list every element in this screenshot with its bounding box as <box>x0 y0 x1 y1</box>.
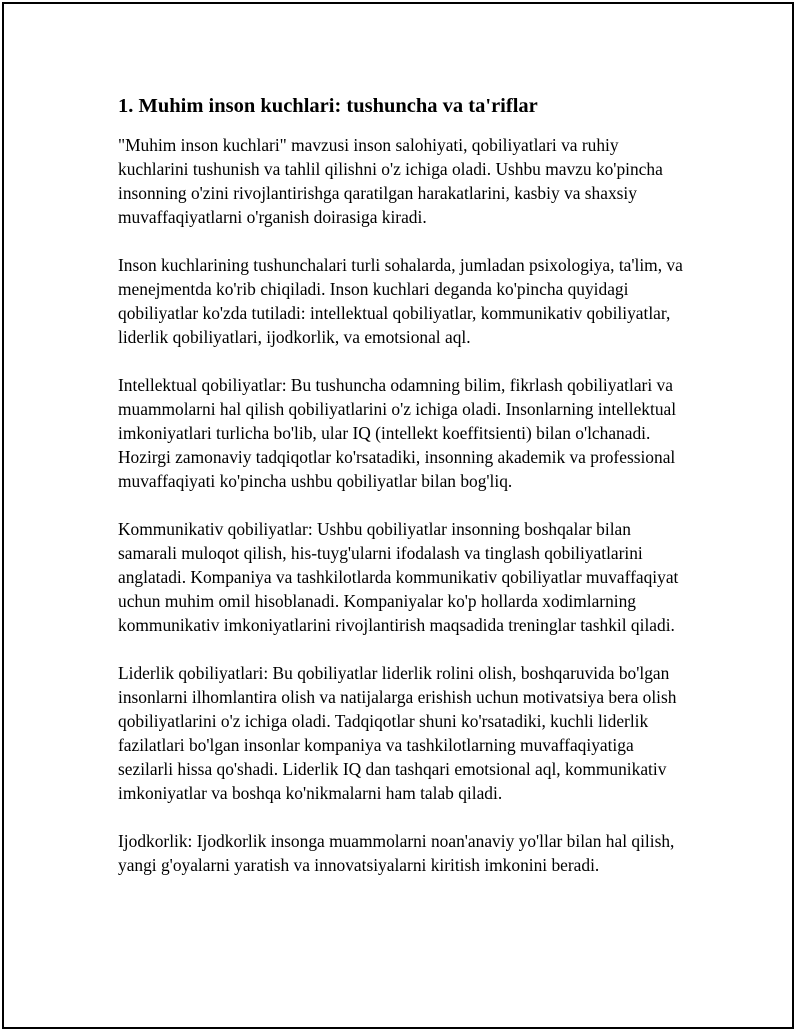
paragraph-concepts: Inson kuchlarining tushunchalari turli sohalarda, jumladan psixologiya, ta'lim, va menejmentda ko'rib chiqiladi. Inson kuchlari deganda ko'pincha quyidagi qobiliyatlar ko'zda tutiladi: intellektual qobiliyatlar, kommunikativ qobiliyatlar, liderlik qobiliyatlari, ijodkorlik, va emotsional aql. <box>118 255 683 347</box>
section-heading: 1. Muhim inson kuchlari: tushuncha va ta'riflar <box>118 95 538 117</box>
paragraph-leadership: Liderlik qobiliyatlari: Bu qobiliyatlar liderlik rolini olish, boshqaruvida bo'lgan insonlarni ilhomlantira olish va natijalarga erishish uchun motivatsiya bera olish qobiliyatlarini o'z ichiga oladi. Tadqiqotlar shuni ko'rsatadiki, kuchli liderlik fazilatlari bo'lgan insonlar kompaniya va tashkilotlarning muvaffaqiyatiga sezilarli hissa qo'shadi. Liderlik IQ dan tashqari emotsional aql, kommunikativ imkoniyatlar va boshqa ko'nikmalarni ham talab qiladi. <box>118 663 677 803</box>
paragraph-intro: "Muhim inson kuchlari" mavzusi inson salohiyati, qobiliyatlari va ruhiy kuchlarini tushunish va tahlil qilishni o'z ichiga oladi. Ushbu mavzu ko'pincha insonning o'zini rivojlantirishga qaratilgan harakatlarini, kasbiy va shaxsiy muvaffaqiyatlarni o'rganish doirasiga kiradi. <box>118 135 663 227</box>
paragraph-communicative: Kommunikativ qobiliyatlar: Ushbu qobiliyatlar insonning boshqalar bilan samarali muloqot qilish, his-tuyg'ularni ifodalash va tinglash qobiliyatlarini anglatadi. Kompaniya va tashkilotlarda kommunikativ qobiliyatlar muvaffaqiyat uchun muhim omil hisoblanadi. Kompaniyalar ko'p hollarda xodimlarning kommunikativ imkoniyatlarini rivojlantirish maqsadida treninglar tashkil qiladi. <box>118 519 679 635</box>
document-body <box>118 93 688 901</box>
paragraph-creativity: Ijodkorlik: Ijodkorlik insonga muammolarni noan'anaviy yo'llar bilan hal qilish, yangi g'oyalarni yaratish va innovatsiyalarni kiritish imkonini beradi. <box>118 831 675 875</box>
paragraph-intellectual: Intellektual qobiliyatlar: Bu tushuncha odamning bilim, fikrlash qobiliyatlari va muammolarni hal qilish qobiliyatlarini o'z ichiga oladi. Insonlarning intellektual imkoniyatlari turlicha bo'lib, ular IQ (intellekt koeffitsienti) bilan o'lchanadi. Hozirgi zamonaviy tadqiqotlar ko'rsatadiki, insonning akademik va professional muvaffaqiyati ko'pincha ushbu qobiliyatlar bilan bog'liq. <box>118 375 677 491</box>
